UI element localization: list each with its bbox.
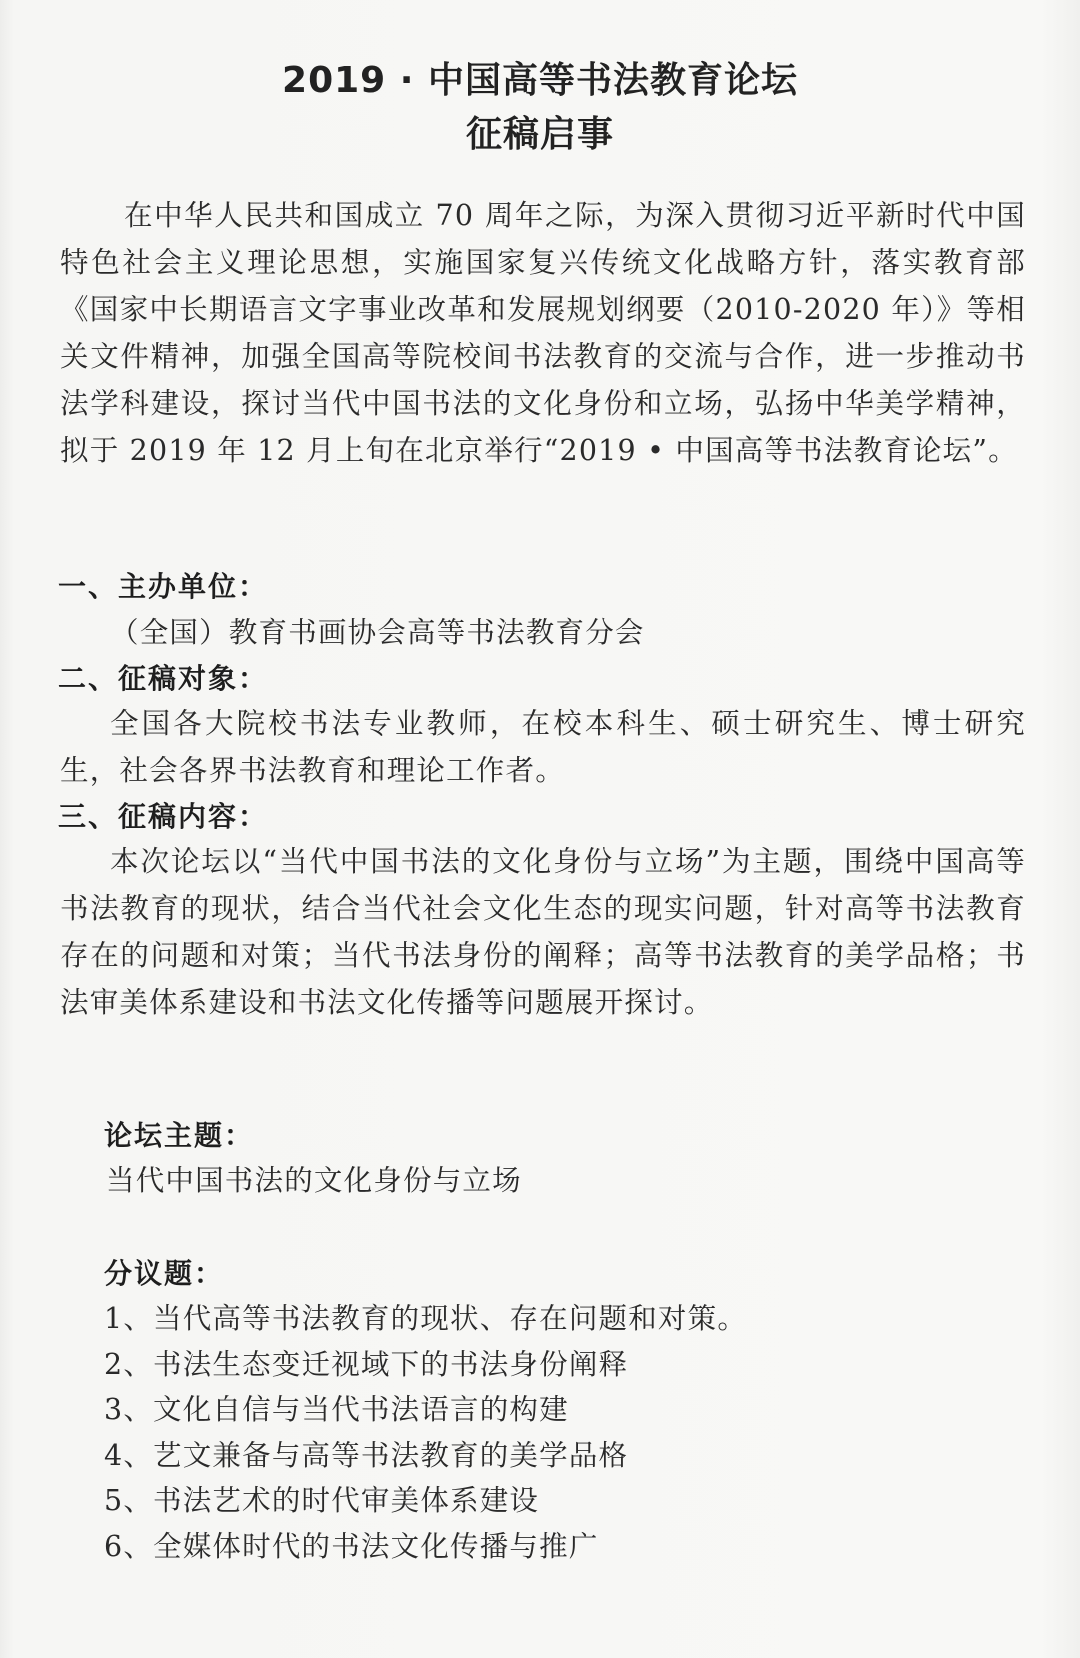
content-heading: 三、征稿内容： bbox=[58, 800, 269, 833]
intro-paragraph: 在中华人民共和国成立 70 周年之际，为深入贯彻习近平新时代中国特色社会主义理论思想，实施国家复兴传统文化战略方针，落实教育部《国家中长期语言文字事业改革和发展规划纲要（2010-2020 年）》等相关文件精神，加强全国高等院校间书法教育的交流与合作，进一步推动书法学科建设，探讨当代中国书法的文化身份和立场，弘扬中华美学精神，拟于 2019 年 12 月上旬在北京举行“2019 • 中国高等书法教育论坛”。 bbox=[60, 199, 1026, 467]
organizer-heading: 一、主办单位： bbox=[58, 570, 269, 603]
forum-theme-text: 当代中国书法的文化身份与立场 bbox=[106, 1164, 522, 1197]
list-item: 3、文化自信与当代书法语言的构建 bbox=[104, 1393, 569, 1426]
organizer-text: （全国）教育书画协会高等书法教育分会 bbox=[110, 616, 645, 649]
sub-topics-list bbox=[104, 1296, 747, 1569]
list-item: 1、当代高等书法教育的现状、存在问题和对策。 bbox=[104, 1302, 748, 1335]
document-subtitle: 征稿启事 bbox=[465, 114, 614, 155]
document-title: 2019 · 中国高等书法教育论坛 bbox=[282, 60, 798, 101]
list-item: 4、艺文兼备与高等书法教育的美学品格 bbox=[104, 1438, 629, 1472]
target-heading: 二、征稿对象： bbox=[58, 662, 269, 695]
content-text: 本次论坛以“当代中国书法的文化身份与立场”为主题，围绕中国高等书法教育的现状，结合当代社会文化生态的现实问题，针对高等书法教育存在的问题和对策；当代书法身份的阐释；高等书法教育的美学品格；书法审美体系建设和书法文化传播等问题展开探讨。 bbox=[60, 845, 1026, 1019]
target-text: 全国各大院校书法专业教师，在校本科生、硕士研究生、博士研究生，社会各界书法教育和理论工作者。 bbox=[60, 707, 1026, 787]
list-item: 5、书法艺术的时代审美体系建设 bbox=[104, 1484, 540, 1517]
forum-theme-label: 论坛主题： bbox=[104, 1119, 255, 1152]
list-item: 6、全媒体时代的书法文化传播与推广 bbox=[104, 1529, 599, 1563]
list-item: 2、书法生态变迁视域下的书法身份阐释 bbox=[104, 1347, 629, 1381]
sub-topics-label: 分议题： bbox=[104, 1257, 225, 1290]
